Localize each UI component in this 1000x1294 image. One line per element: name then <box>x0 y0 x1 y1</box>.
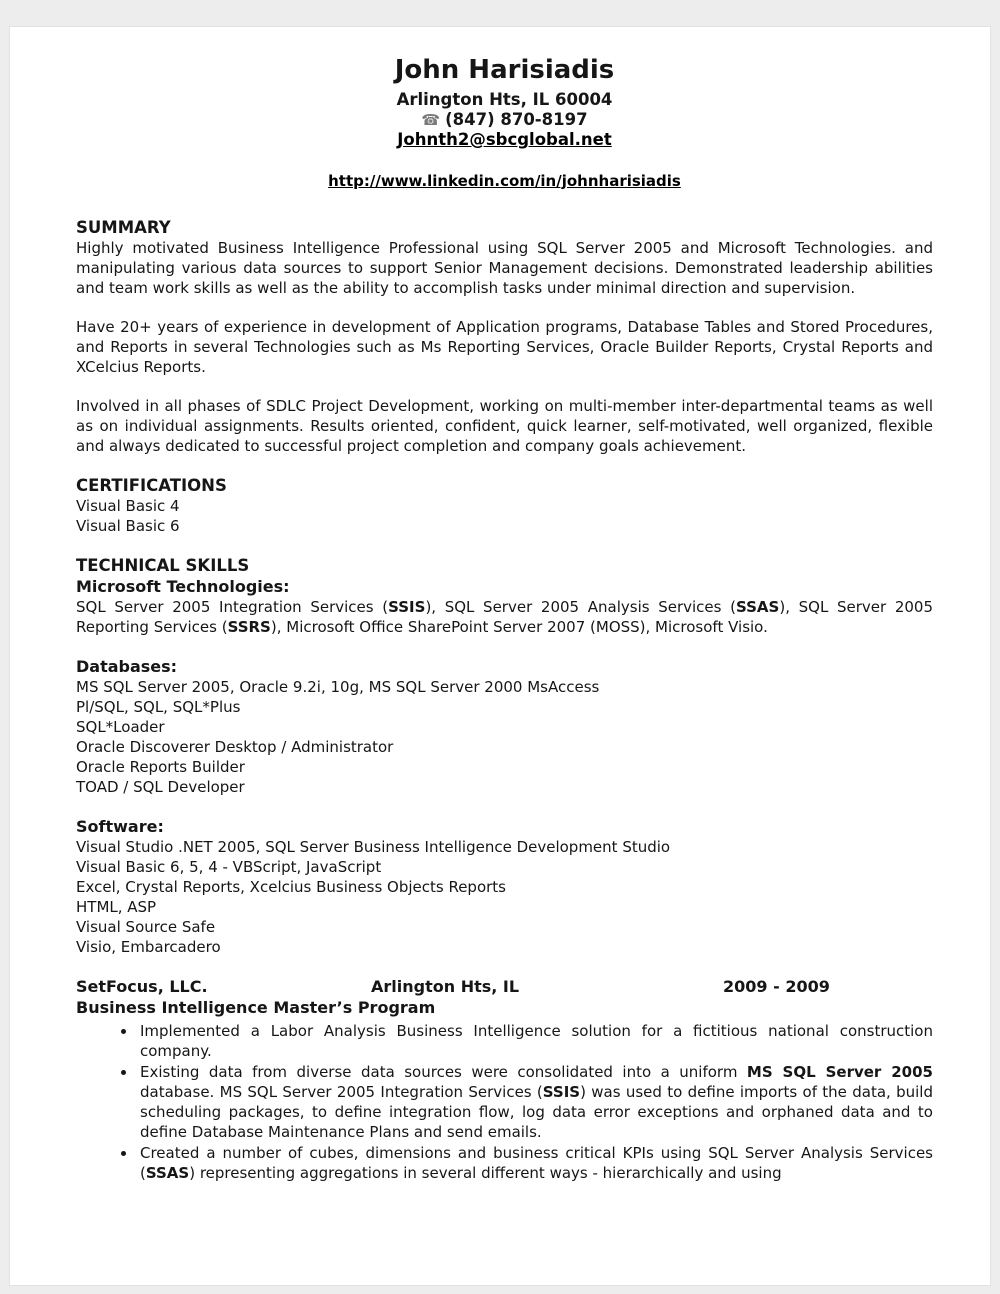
databases-label: Databases: <box>76 656 178 676</box>
email-link[interactable]: Johnth2@sbcglobal.net <box>397 130 612 149</box>
database-item: Oracle Reports Builder <box>76 757 245 776</box>
summary-section <box>76 217 933 456</box>
bold-text-segment: SSIS <box>388 597 426 616</box>
text-segment: ), SQL Server 2005 Analysis Services ( <box>425 597 736 616</box>
technical-skills-heading: TECHNICAL SKILLS <box>76 555 250 575</box>
text-segment: ) representing aggregations in several different ways - hierarchically and using <box>189 1163 782 1182</box>
bold-text-segment: MS SQL Server 2005 <box>746 1062 933 1081</box>
candidate-address: Arlington Hts, IL 60004 <box>396 90 613 109</box>
microsoft-technologies-text <box>76 597 933 637</box>
certification-item: Visual Basic 4 <box>76 496 180 515</box>
experience-bullet <box>137 1143 933 1183</box>
microsoft-technologies-label: Microsoft Technologies: <box>76 576 290 596</box>
text-segment: Existing data from diverse data sources were consolidated into a uniform <box>140 1062 747 1081</box>
summary-heading: SUMMARY <box>76 217 171 237</box>
text-segment: ), SQL Server 2005 Reporting Services ( <box>76 597 933 636</box>
software-item: Visual Source Safe <box>76 917 216 936</box>
resume-page <box>9 26 991 1286</box>
databases-list <box>76 677 933 797</box>
database-item: MS SQL Server 2005, Oracle 9.2i, 10g, MS SQL Server 2000 MsAccess <box>76 677 600 696</box>
certifications-section <box>76 475 933 536</box>
candidate-phone: (847) 870-8197 <box>445 109 588 129</box>
bold-text-segment: SSIS <box>542 1082 581 1101</box>
bold-text-segment: SSRS <box>227 617 271 636</box>
technical-skills-section <box>76 555 933 957</box>
experience-bullet <box>137 1062 933 1142</box>
linkedin-line <box>76 171 933 191</box>
summary-paragraph: Have 20+ years of experience in development of Application programs, Database Tables and Stored Procedures, and Reports in several Technologies such as Ms Reporting Services, Oracle Builder Reports, Crystal Reports and XCelcius Reports. <box>76 317 933 376</box>
text-segment: Created a number of cubes, dimensions and business critical KPIs using SQL Server Analysis Services ( <box>140 1143 933 1182</box>
linkedin-link[interactable]: http://www.linkedin.com/in/johnharisiadis <box>328 171 681 190</box>
certifications-heading: CERTIFICATIONS <box>76 475 227 495</box>
phone-icon: ☎ <box>421 110 441 129</box>
bold-text-segment: SSAS <box>735 597 780 616</box>
text-segment: SQL Server 2005 Integration Services ( <box>76 597 389 616</box>
text-segment: ) was used to define imports of the data, build scheduling packages, to define integration flow, log data error exceptions and orphaned data and to define Database Maintenance Plans and send emails. <box>140 1082 933 1141</box>
summary-paragraphs <box>76 238 933 456</box>
database-item: TOAD / SQL Developer <box>76 777 245 796</box>
summary-paragraph: Highly motivated Business Intelligence Professional using SQL Server 2005 and Microsoft Technologies. and manipulating various data sources to support Senior Management decisions. Demonstrated leadership abilities and team work skills as well as the ability to accomplish tasks under minimal direction and supervision. <box>76 238 933 297</box>
experience-program-title: Business Intelligence Master’s Program <box>76 997 436 1017</box>
database-item: SQL*Loader <box>76 717 165 736</box>
resume-header <box>76 55 933 191</box>
summary-paragraph: Involved in all phases of SDLC Project Development, working on multi-member inter-departmental teams as well as on individual assignments. Results oriented, confident, quick learner, self-motivated, well organized, flexible and always dedicated to successful project completion and company goals achievement. <box>76 396 933 455</box>
software-label: Software: <box>76 816 164 836</box>
email-line <box>76 130 933 150</box>
database-item: Oracle Discoverer Desktop / Administrator <box>76 737 394 756</box>
candidate-name: John Harisiadis <box>394 55 615 85</box>
software-item: Excel, Crystal Reports, Xcelcius Business Objects Reports <box>76 877 506 896</box>
experience-section <box>76 976 933 1183</box>
experience-bullet: • Implemented a Labor Analysis Business Intelligence solution for a fictitious national construction company. <box>137 1021 933 1061</box>
experience-bullets <box>76 1021 933 1183</box>
experience-dates: 2009 - 2009 <box>723 976 830 996</box>
software-list <box>76 837 933 957</box>
software-item: Visio, Embarcadero <box>76 937 221 956</box>
text-segment: ), Microsoft Office SharePoint Server 2007 (MOSS), Microsoft Visio. <box>270 617 768 636</box>
database-item: Pl/SQL, SQL, SQL*Plus <box>76 697 241 716</box>
experience-location: Arlington Hts, IL <box>371 976 520 996</box>
certification-item: Visual Basic 6 <box>76 516 180 535</box>
software-item: HTML, ASP <box>76 897 157 916</box>
software-item: Visual Studio .NET 2005, SQL Server Business Intelligence Development Studio <box>76 837 671 856</box>
experience-company: SetFocus, LLC. <box>76 976 208 996</box>
bold-text-segment: SSAS <box>145 1163 190 1182</box>
experience-header-row <box>76 976 933 997</box>
software-item: Visual Basic 6, 5, 4 - VBScript, JavaScript <box>76 857 382 876</box>
phone-line <box>76 110 933 131</box>
text-segment: database. MS SQL Server 2005 Integration Services ( <box>140 1082 543 1101</box>
certifications-list <box>76 496 933 536</box>
